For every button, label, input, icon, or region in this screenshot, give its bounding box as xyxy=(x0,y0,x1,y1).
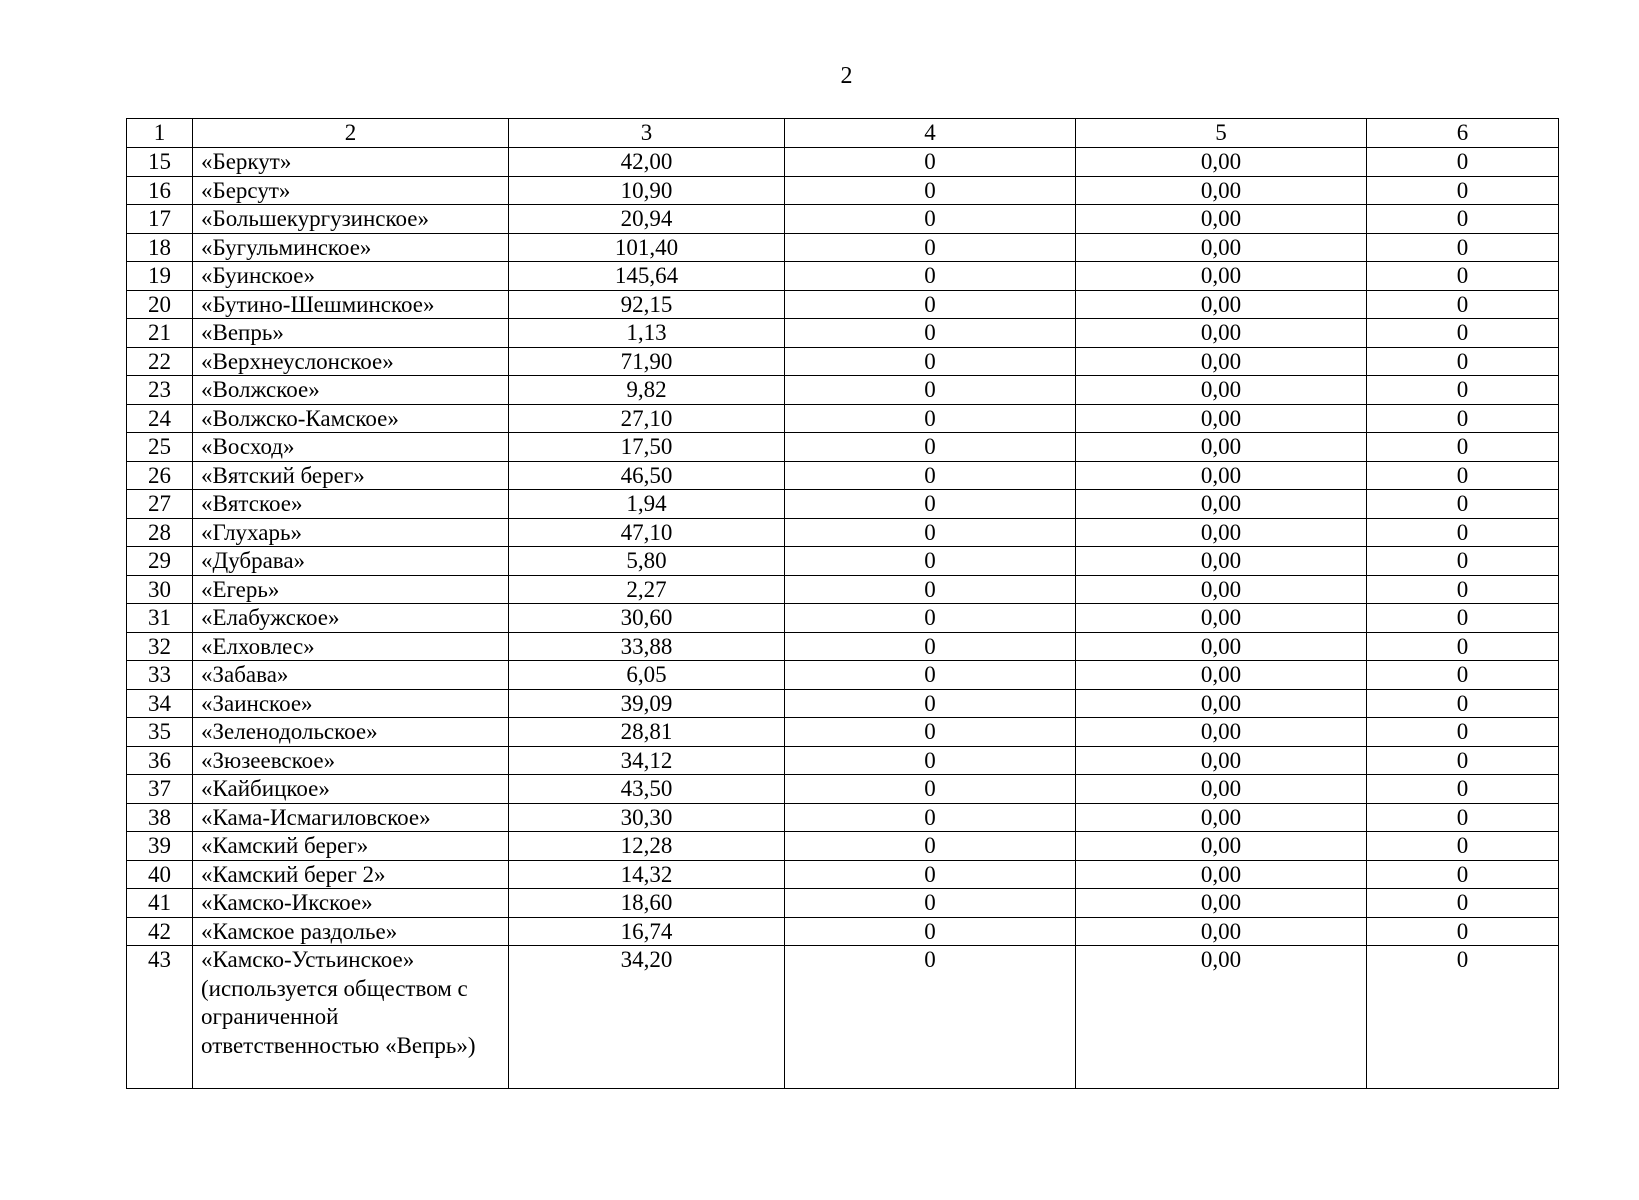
hunting-ground-name: «Волжское» xyxy=(193,376,509,405)
column-6-value: 0 xyxy=(1367,319,1559,348)
column-6-value: 0 xyxy=(1367,205,1559,234)
hunting-ground-name: «Большекургузинское» xyxy=(193,205,509,234)
row-number: 20 xyxy=(127,290,193,319)
column-4-value: 0 xyxy=(785,689,1076,718)
column-3-value: 30,30 xyxy=(509,803,785,832)
hunting-ground-name: «Беркут» xyxy=(193,148,509,177)
column-3-value: 16,74 xyxy=(509,917,785,946)
column-6-value: 0 xyxy=(1367,347,1559,376)
table-row xyxy=(127,746,1559,775)
column-header: 4 xyxy=(785,119,1076,148)
hunting-ground-name xyxy=(193,946,509,1089)
column-5-value: 0,00 xyxy=(1076,461,1367,490)
column-4-value: 0 xyxy=(785,632,1076,661)
table-row xyxy=(127,461,1559,490)
column-4-value: 0 xyxy=(785,946,1076,1089)
column-3-value: 33,88 xyxy=(509,632,785,661)
column-6-value: 0 xyxy=(1367,518,1559,547)
column-5-value: 0,00 xyxy=(1076,233,1367,262)
column-3-value: 42,00 xyxy=(509,148,785,177)
column-6-value: 0 xyxy=(1367,775,1559,804)
column-header: 6 xyxy=(1367,119,1559,148)
row-number: 28 xyxy=(127,518,193,547)
column-5-value: 0,00 xyxy=(1076,148,1367,177)
page-number: 2 xyxy=(840,63,853,89)
column-5-value: 0,00 xyxy=(1076,917,1367,946)
table-row xyxy=(127,661,1559,690)
column-4-value: 0 xyxy=(785,775,1076,804)
column-3-value: 17,50 xyxy=(509,433,785,462)
table-row xyxy=(127,262,1559,291)
column-5-value: 0,00 xyxy=(1076,262,1367,291)
column-4-value: 0 xyxy=(785,746,1076,775)
table-row xyxy=(127,604,1559,633)
column-6-value: 0 xyxy=(1367,689,1559,718)
column-5-value: 0,00 xyxy=(1076,775,1367,804)
table-row xyxy=(127,547,1559,576)
table-row xyxy=(127,803,1559,832)
hunting-ground-name-line: ответственностью «Вепрь») xyxy=(201,1032,476,1058)
column-4-value: 0 xyxy=(785,490,1076,519)
hunting-ground-name: «Заинское» xyxy=(193,689,509,718)
hunting-ground-name: «Берсут» xyxy=(193,176,509,205)
column-5-value: 0,00 xyxy=(1076,547,1367,576)
column-header: 1 xyxy=(127,119,193,148)
hunting-ground-name: «Восход» xyxy=(193,433,509,462)
column-5-value: 0,00 xyxy=(1076,832,1367,861)
column-3-value: 5,80 xyxy=(509,547,785,576)
row-number: 16 xyxy=(127,176,193,205)
table-row xyxy=(127,632,1559,661)
table-row xyxy=(127,946,1559,1089)
row-number: 34 xyxy=(127,689,193,718)
row-number: 37 xyxy=(127,775,193,804)
column-3-value: 34,12 xyxy=(509,746,785,775)
row-number: 38 xyxy=(127,803,193,832)
row-number: 27 xyxy=(127,490,193,519)
table-row xyxy=(127,404,1559,433)
data-table xyxy=(126,118,1559,1089)
table-row xyxy=(127,347,1559,376)
column-5-value: 0,00 xyxy=(1076,604,1367,633)
column-4-value: 0 xyxy=(785,347,1076,376)
row-number: 22 xyxy=(127,347,193,376)
hunting-ground-name: «Егерь» xyxy=(193,575,509,604)
table-row xyxy=(127,575,1559,604)
column-5-value: 0,00 xyxy=(1076,632,1367,661)
table-row xyxy=(127,775,1559,804)
column-4-value: 0 xyxy=(785,433,1076,462)
column-4-value: 0 xyxy=(785,889,1076,918)
hunting-ground-name: «Верхнеуслонское» xyxy=(193,347,509,376)
row-number: 29 xyxy=(127,547,193,576)
column-6-value: 0 xyxy=(1367,461,1559,490)
column-4-value: 0 xyxy=(785,661,1076,690)
hunting-ground-name: «Глухарь» xyxy=(193,518,509,547)
column-6-value: 0 xyxy=(1367,176,1559,205)
column-6-value: 0 xyxy=(1367,404,1559,433)
column-5-value: 0,00 xyxy=(1076,319,1367,348)
row-number: 39 xyxy=(127,832,193,861)
hunting-ground-name: «Вятский берег» xyxy=(193,461,509,490)
column-header: 2 xyxy=(193,119,509,148)
hunting-ground-name: «Елабужское» xyxy=(193,604,509,633)
table-row xyxy=(127,860,1559,889)
hunting-ground-name: «Бугульминское» xyxy=(193,233,509,262)
hunting-ground-name: «Вепрь» xyxy=(193,319,509,348)
hunting-ground-name: «Зеленодольское» xyxy=(193,718,509,747)
column-4-value: 0 xyxy=(785,518,1076,547)
column-6-value: 0 xyxy=(1367,889,1559,918)
column-3-value: 1,13 xyxy=(509,319,785,348)
column-6-value: 0 xyxy=(1367,661,1559,690)
column-3-value: 145,64 xyxy=(509,262,785,291)
column-5-value: 0,00 xyxy=(1076,518,1367,547)
table-row xyxy=(127,176,1559,205)
row-number: 31 xyxy=(127,604,193,633)
row-number: 19 xyxy=(127,262,193,291)
table-row xyxy=(127,832,1559,861)
hunting-ground-name: «Вятское» xyxy=(193,490,509,519)
column-6-value: 0 xyxy=(1367,718,1559,747)
column-6-value: 0 xyxy=(1367,632,1559,661)
column-3-value: 43,50 xyxy=(509,775,785,804)
column-4-value: 0 xyxy=(785,176,1076,205)
table-row xyxy=(127,376,1559,405)
column-6-value: 0 xyxy=(1367,290,1559,319)
row-number: 40 xyxy=(127,860,193,889)
column-3-value: 1,94 xyxy=(509,490,785,519)
table-row xyxy=(127,917,1559,946)
column-4-value: 0 xyxy=(785,233,1076,262)
column-6-value: 0 xyxy=(1367,832,1559,861)
row-number: 33 xyxy=(127,661,193,690)
hunting-ground-name: «Забава» xyxy=(193,661,509,690)
column-header: 5 xyxy=(1076,119,1367,148)
column-4-value: 0 xyxy=(785,148,1076,177)
table-header-row xyxy=(127,119,1559,148)
table-row xyxy=(127,319,1559,348)
row-number: 15 xyxy=(127,148,193,177)
table-row xyxy=(127,433,1559,462)
column-5-value: 0,00 xyxy=(1076,860,1367,889)
column-4-value: 0 xyxy=(785,404,1076,433)
column-header: 3 xyxy=(509,119,785,148)
row-number: 23 xyxy=(127,376,193,405)
column-6-value: 0 xyxy=(1367,946,1559,1089)
column-4-value: 0 xyxy=(785,376,1076,405)
column-3-value: 101,40 xyxy=(509,233,785,262)
column-3-value: 92,15 xyxy=(509,290,785,319)
column-4-value: 0 xyxy=(785,832,1076,861)
table-row xyxy=(127,290,1559,319)
row-number: 25 xyxy=(127,433,193,462)
column-6-value: 0 xyxy=(1367,233,1559,262)
column-5-value: 0,00 xyxy=(1076,376,1367,405)
column-4-value: 0 xyxy=(785,860,1076,889)
column-3-value: 2,27 xyxy=(509,575,785,604)
hunting-ground-name: «Кама-Исмагиловское» xyxy=(193,803,509,832)
column-5-value: 0,00 xyxy=(1076,946,1367,1089)
column-6-value: 0 xyxy=(1367,803,1559,832)
column-6-value: 0 xyxy=(1367,148,1559,177)
table-row xyxy=(127,689,1559,718)
column-4-value: 0 xyxy=(785,718,1076,747)
column-4-value: 0 xyxy=(785,290,1076,319)
row-number: 24 xyxy=(127,404,193,433)
column-3-value: 18,60 xyxy=(509,889,785,918)
column-4-value: 0 xyxy=(785,205,1076,234)
row-number: 26 xyxy=(127,461,193,490)
column-6-value: 0 xyxy=(1367,262,1559,291)
column-3-value: 34,20 xyxy=(509,946,785,1089)
column-4-value: 0 xyxy=(785,262,1076,291)
column-3-value: 30,60 xyxy=(509,604,785,633)
hunting-ground-name: «Елховлес» xyxy=(193,632,509,661)
column-3-value: 6,05 xyxy=(509,661,785,690)
hunting-ground-name: «Камский берег 2» xyxy=(193,860,509,889)
column-3-value: 47,10 xyxy=(509,518,785,547)
hunting-ground-name: «Буинское» xyxy=(193,262,509,291)
column-3-value: 10,90 xyxy=(509,176,785,205)
table-row xyxy=(127,518,1559,547)
hunting-ground-name: «Волжско-Камское» xyxy=(193,404,509,433)
row-number: 43 xyxy=(127,946,193,1089)
row-number: 18 xyxy=(127,233,193,262)
column-3-value: 39,09 xyxy=(509,689,785,718)
column-6-value: 0 xyxy=(1367,376,1559,405)
table-row xyxy=(127,889,1559,918)
column-4-value: 0 xyxy=(785,547,1076,576)
column-5-value: 0,00 xyxy=(1076,290,1367,319)
hunting-ground-name: «Дубрава» xyxy=(193,547,509,576)
column-5-value: 0,00 xyxy=(1076,689,1367,718)
column-4-value: 0 xyxy=(785,604,1076,633)
row-number: 30 xyxy=(127,575,193,604)
row-number: 36 xyxy=(127,746,193,775)
column-6-value: 0 xyxy=(1367,604,1559,633)
hunting-ground-name: «Камско-Икское» xyxy=(193,889,509,918)
column-6-value: 0 xyxy=(1367,860,1559,889)
row-number: 42 xyxy=(127,917,193,946)
hunting-ground-name-line: ограниченной xyxy=(201,1004,339,1029)
column-5-value: 0,00 xyxy=(1076,433,1367,462)
table-row xyxy=(127,490,1559,519)
table-row xyxy=(127,233,1559,262)
row-number: 35 xyxy=(127,718,193,747)
column-3-value: 28,81 xyxy=(509,718,785,747)
hunting-ground-name-line: (используется обществом с xyxy=(201,975,468,1001)
hunting-ground-name-line: «Камско-Устьинское» xyxy=(201,947,415,972)
hunting-ground-name: «Бутино-Шешминское» xyxy=(193,290,509,319)
hunting-ground-name: «Камский берег» xyxy=(193,832,509,861)
column-6-value: 0 xyxy=(1367,490,1559,519)
column-4-value: 0 xyxy=(785,575,1076,604)
column-5-value: 0,00 xyxy=(1076,490,1367,519)
column-5-value: 0,00 xyxy=(1076,347,1367,376)
column-5-value: 0,00 xyxy=(1076,661,1367,690)
column-3-value: 46,50 xyxy=(509,461,785,490)
hunting-ground-name: «Зюзеевское» xyxy=(193,746,509,775)
column-3-value: 71,90 xyxy=(509,347,785,376)
column-5-value: 0,00 xyxy=(1076,746,1367,775)
column-5-value: 0,00 xyxy=(1076,575,1367,604)
column-5-value: 0,00 xyxy=(1076,404,1367,433)
column-6-value: 0 xyxy=(1367,547,1559,576)
column-4-value: 0 xyxy=(785,917,1076,946)
table-row xyxy=(127,205,1559,234)
row-number: 21 xyxy=(127,319,193,348)
column-3-value: 14,32 xyxy=(509,860,785,889)
column-5-value: 0,00 xyxy=(1076,889,1367,918)
column-6-value: 0 xyxy=(1367,746,1559,775)
column-3-value: 12,28 xyxy=(509,832,785,861)
row-number: 17 xyxy=(127,205,193,234)
row-number: 32 xyxy=(127,632,193,661)
hunting-ground-name: «Кайбицкое» xyxy=(193,775,509,804)
column-6-value: 0 xyxy=(1367,575,1559,604)
column-6-value: 0 xyxy=(1367,433,1559,462)
column-5-value: 0,00 xyxy=(1076,176,1367,205)
column-3-value: 20,94 xyxy=(509,205,785,234)
column-5-value: 0,00 xyxy=(1076,205,1367,234)
column-6-value: 0 xyxy=(1367,917,1559,946)
column-4-value: 0 xyxy=(785,803,1076,832)
hunting-ground-name: «Камское раздолье» xyxy=(193,917,509,946)
column-3-value: 9,82 xyxy=(509,376,785,405)
row-number: 41 xyxy=(127,889,193,918)
column-5-value: 0,00 xyxy=(1076,718,1367,747)
column-5-value: 0,00 xyxy=(1076,803,1367,832)
table-row xyxy=(127,148,1559,177)
column-3-value: 27,10 xyxy=(509,404,785,433)
column-4-value: 0 xyxy=(785,319,1076,348)
column-4-value: 0 xyxy=(785,461,1076,490)
table-row xyxy=(127,718,1559,747)
